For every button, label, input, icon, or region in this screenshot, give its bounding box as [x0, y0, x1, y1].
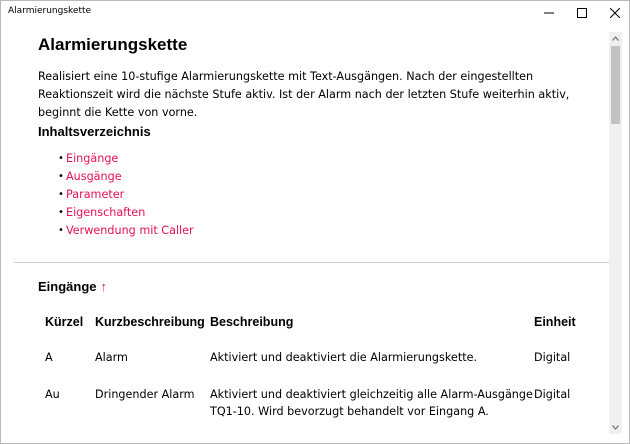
toc-item — [58, 185, 194, 203]
vertical-scrollbar[interactable] — [609, 32, 622, 434]
window-title: Alarmierungskette — [8, 6, 92, 16]
toc-link-verwendung-mit-caller[interactable]: Verwendung mit Caller — [66, 224, 194, 238]
toc-item — [58, 222, 194, 240]
toc-item — [58, 149, 194, 167]
page-title: Alarmierungskette — [38, 35, 188, 54]
minimize-button[interactable] — [533, 1, 565, 24]
section-heading-label: Eingänge — [38, 279, 97, 294]
bullet-icon: • — [58, 152, 64, 164]
cell-einheit: Digital — [534, 388, 571, 401]
scroll-down-button[interactable] — [609, 421, 622, 434]
toc-item — [58, 204, 194, 222]
intro-text: Realisiert eine 10-stufige Alarmierungskette mit Text-Ausgängen. Nach der eingestellten Reaktionszeit wird die nächste Stufe aktiv. Ist der Alarm nach der letzten Stufe weiterhin aktiv, beginnt die Kette von vorne. — [38, 70, 570, 119]
column-header-beschreibung: Beschreibung — [210, 315, 294, 329]
bullet-icon: • — [58, 170, 64, 182]
cell-beschreibung: Aktiviert und deaktiviert die Alarmierungskette. — [210, 351, 478, 364]
cell-beschreibung-line-2: TQ1-10. Wird bevorzugt behandelt vor Eingang A. — [210, 405, 489, 418]
column-header-kurzbeschreibung: Kurzbeschreibung — [95, 315, 205, 329]
title-bar[interactable] — [1, 1, 629, 24]
toc-link-parameter[interactable]: Parameter — [66, 187, 125, 201]
section-heading-eingaenge — [38, 279, 107, 294]
close-button[interactable] — [599, 1, 630, 24]
cell-kurzbeschreibung: Dringender Alarm — [95, 388, 195, 401]
table-of-contents — [58, 149, 194, 240]
scroll-thumb[interactable] — [611, 46, 620, 124]
maximize-button[interactable] — [566, 1, 598, 24]
toc-link-ausgaenge[interactable]: Ausgänge — [66, 169, 122, 183]
column-header-kuerzel: Kürzel — [45, 315, 84, 329]
scroll-up-button[interactable] — [609, 32, 622, 45]
close-icon — [610, 8, 620, 18]
chevron-down-icon — [612, 425, 619, 430]
cell-einheit: Digital — [534, 351, 571, 364]
back-to-top-link[interactable]: ↑ — [100, 279, 108, 294]
cell-kuerzel: A — [45, 351, 53, 364]
column-header-einheit: Einheit — [534, 315, 576, 329]
section-divider — [14, 262, 609, 263]
bullet-icon: • — [58, 188, 64, 200]
minimize-icon — [544, 8, 554, 18]
cell-kurzbeschreibung: Alarm — [95, 351, 128, 364]
maximize-icon — [577, 8, 587, 18]
toc-link-eigenschaften[interactable]: Eigenschaften — [66, 206, 146, 220]
toc-link-eingaenge[interactable]: Eingänge — [66, 151, 119, 165]
cell-kuerzel: Au — [45, 388, 60, 401]
help-content — [10, 32, 609, 434]
bullet-icon: • — [58, 225, 64, 237]
toc-heading: Inhaltsverzeichnis — [38, 124, 151, 139]
toc-item — [58, 167, 194, 185]
bullet-icon: • — [58, 207, 64, 219]
cell-beschreibung-line-1: Aktiviert und deaktiviert gleichzeitig alle Alarm-Ausgänge — [210, 388, 533, 401]
chevron-up-icon — [612, 36, 619, 41]
